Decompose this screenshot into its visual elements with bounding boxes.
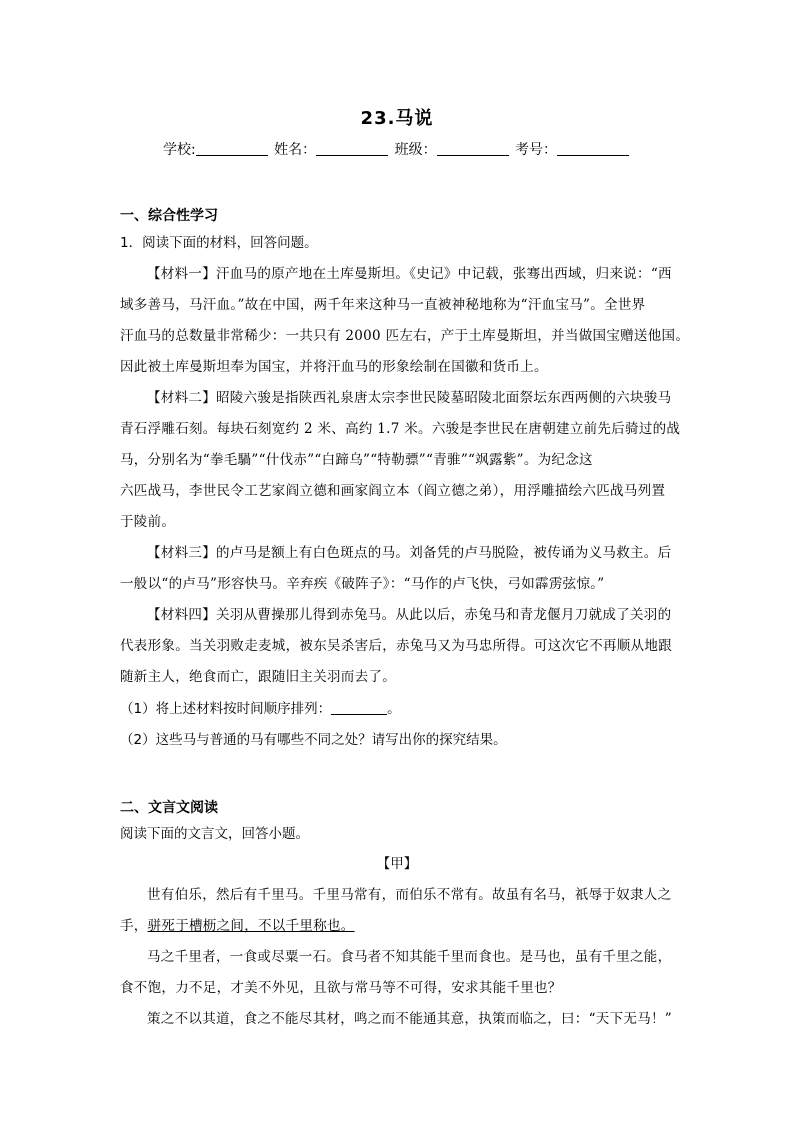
material-line: 【材料三】的卢马是额上有白色斑点的马。刘备凭的卢马脱险，被传诵为义马救主。后: [147, 545, 672, 561]
passage-line: 食不饱，力不足，才美不外见，且欲与常马等不可得，安求其能千里也？: [120, 980, 562, 996]
material-line: 因此被土库曼斯坦奉为国宝，并将汗血马的形象绘制在国徽和货币上。: [120, 359, 548, 375]
class-blank[interactable]: [437, 141, 509, 156]
answer-blank[interactable]: [331, 701, 387, 715]
material-line: 【材料一】汗血马的原产地在土库曼斯坦。《史记》中记载，张骞出西域，归来说：“西: [147, 266, 672, 282]
material-line: 随新主人，绝食而亡，跟随旧主关羽而去了。: [120, 669, 396, 685]
material-line: 【材料二】昭陵六骏是指陕西礼泉唐太宗李世民陵墓昭陵北面祭坛东西两侧的六块骏马: [147, 390, 672, 406]
material-line: 【材料四】关羽从曹操那儿得到赤兔马。从此以后，赤兔马和青龙偃月刀就成了关羽的: [147, 607, 672, 623]
number-label: 考号：: [515, 142, 558, 158]
passage-line: 世有伯乐，然后有千里马。千里马常有，而伯乐不常有。故虽有名马，祇辱于奴隶人之: [147, 887, 672, 903]
school-label: 学校:: [162, 142, 196, 158]
sub-question-1-suffix: 。: [387, 701, 401, 717]
class-label: 班级：: [394, 142, 437, 158]
student-info-line: [0, 139, 794, 159]
section2-instruction: 阅读下面的文言文，回答小题。: [120, 826, 309, 842]
school-blank[interactable]: [196, 141, 268, 156]
sub-question-2: （2）这些马与普通的马有哪些不同之处？请写出你的探究结果。: [120, 732, 507, 748]
passage-line: [120, 914, 355, 934]
material-line: 六匹战马，李世民令工艺家阎立德和画家阎立本（阎立德之弟），用浮雕描绘六匹战马列置: [120, 483, 666, 499]
passage-text: 手，: [120, 918, 148, 934]
material-line: 马，分别名为“拳毛騧”“什伐赤”“白蹄乌”“特勒骠”“青骓”“飒露紫”。为纪念这: [120, 452, 593, 468]
passage-line: 策之不以其道，食之不能尽其材，鸣之而不能通其意，执策而临之，曰：“天下无马！”: [147, 1011, 673, 1027]
underlined-sentence: 骈死于槽枥之间，不以千里称也。: [147, 918, 355, 934]
material-line: 青石浮雕石刻。每块石刻宽约 2 米、高约 1.7 米。六骏是李世民在唐朝建立前先后骑过的战: [120, 421, 681, 437]
material-line: 代表形象。当关羽败走麦城，被东吴杀害后，赤兔马又为马忠所得。可这次它不再顺从地跟: [120, 638, 672, 654]
material-line: 域多善马，马汗血。”故在中国，两千年来这种马一直被神秘地称为“汗血宝马”。全世界: [120, 297, 646, 313]
name-blank[interactable]: [316, 141, 388, 156]
material-line: 于陵前。: [120, 514, 176, 530]
number-blank[interactable]: [557, 141, 629, 156]
sub-question-1-text: （1）将上述材料按时间顺序排列：: [120, 701, 332, 717]
passage-line: 马之千里者，一食或尽粟一石。食马者不知其能千里而食也。是马也，虽有千里之能，: [147, 949, 672, 965]
section1-heading: 一、综合性学习: [120, 208, 218, 224]
passage-label-jia: 【甲】: [376, 856, 418, 872]
page-title: 23.马说: [360, 108, 434, 129]
section2-heading: 二、文言文阅读: [120, 800, 218, 816]
question-1: 1．阅读下面的材料，回答问题。: [120, 235, 318, 251]
name-label: 姓名：: [274, 142, 317, 158]
sub-question-1: [120, 697, 401, 717]
material-line: 汗血马的总数量非常稀少：一共只有 2000 匹左右，产于土库曼斯坦，并当做国宝赠送他国。: [120, 328, 690, 344]
material-line: 一般以“的卢马”形容快马。辛弃疾《破阵子》：“马作的卢飞快，弓如霹雳弦惊。”: [120, 576, 605, 592]
